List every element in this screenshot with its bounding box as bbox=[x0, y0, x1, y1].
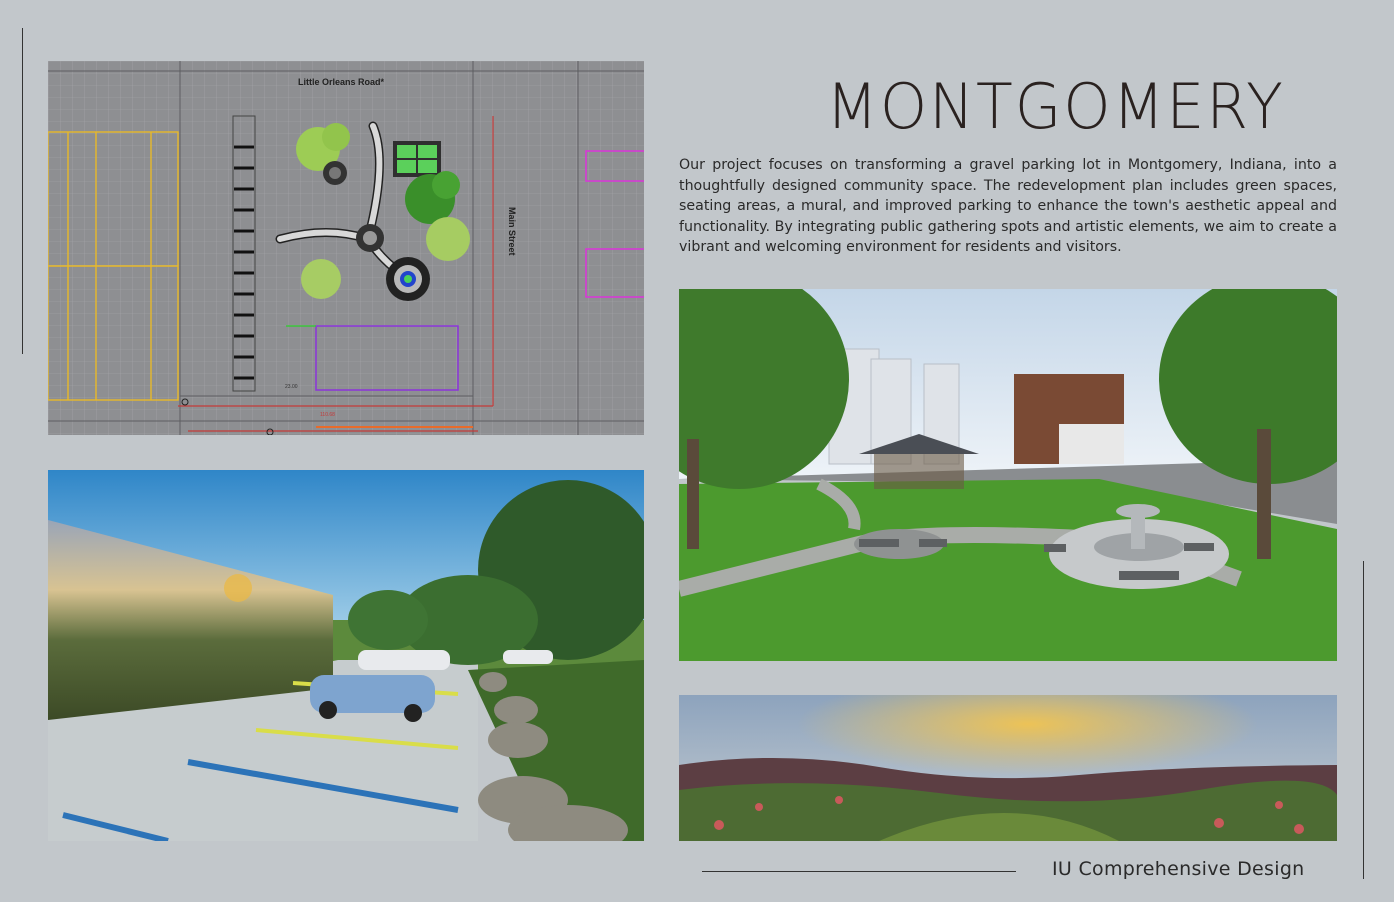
left-rule bbox=[22, 28, 23, 354]
site-plan-image bbox=[48, 61, 644, 435]
right-rule bbox=[1363, 561, 1364, 879]
mural-image bbox=[679, 695, 1337, 841]
parking-render-image bbox=[48, 470, 644, 841]
footer-credit: IU Comprehensive Design bbox=[1052, 858, 1305, 880]
page-title: MONTGOMERY bbox=[826, 70, 1285, 143]
project-description: Our project focuses on transforming a gravel parking lot in Montgomery, Indiana, into a thoughtfully designed community space. The redevelopment plan includes green spaces, seating areas, a mural, and improved parking to enhance the town's aesthetic appeal and functionality. By integrating public gathering spots and artistic elements, we aim to create a vibrant and welcoming environment for residents and visitors. bbox=[679, 157, 1337, 256]
road-label: Little Orleans Road* bbox=[298, 77, 385, 87]
park-render-image bbox=[679, 289, 1337, 661]
street-label: Main Street bbox=[507, 207, 517, 256]
dim-label: 110.68 bbox=[320, 412, 335, 418]
dim-label: 23.00 bbox=[285, 384, 298, 390]
footer-rule bbox=[702, 871, 1016, 872]
